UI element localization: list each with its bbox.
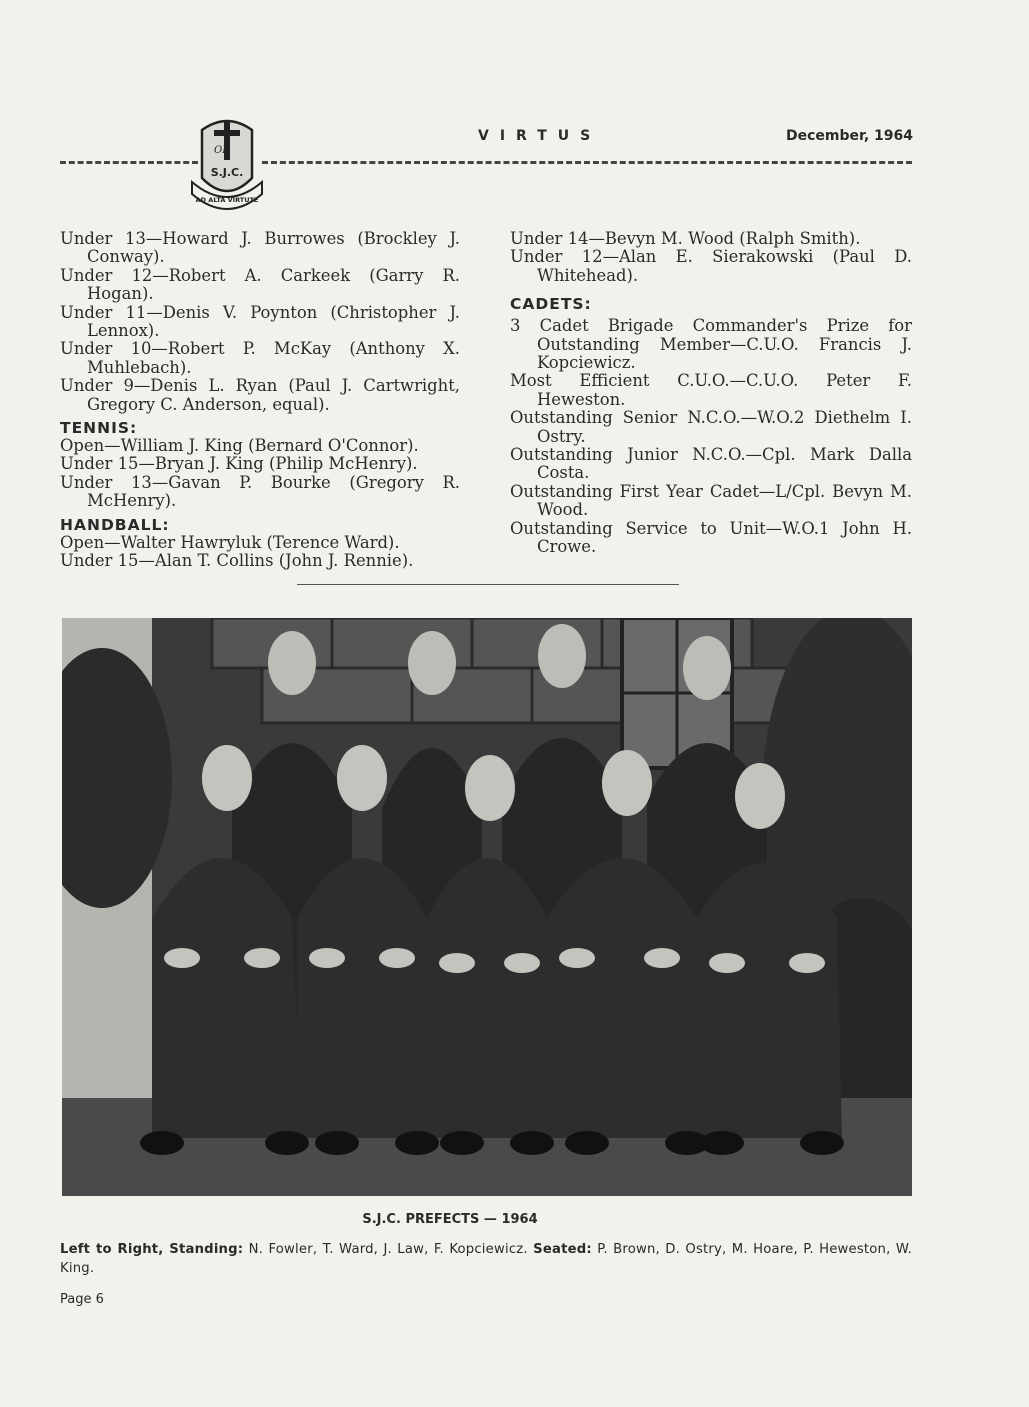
award-entry: Under 12—Alan E. Sierakowski (Paul D. Whitehead). bbox=[510, 247, 912, 285]
award-entry: Outstanding Service to Unit—W.O.1 John H. Crowe. bbox=[510, 518, 912, 557]
standing-label: Left to Right, Standing: bbox=[60, 1242, 244, 1257]
award-entry: Most Efficient C.U.O.—C.U.O. Peter F. Heweston. bbox=[510, 371, 912, 409]
award-entry: Under 11—Denis V. Poynton (Christopher J. Lennox). bbox=[60, 302, 460, 341]
header-rule-right bbox=[262, 161, 912, 168]
photo-title: S.J.C. PREFECTS — 1964 bbox=[362, 1212, 538, 1227]
seated-names: P. Brown, D. Ostry, M. Hoare, P. Heweston, W. King. bbox=[60, 1242, 912, 1276]
award-entry: Open—Walter Hawryluk (Terence Ward). bbox=[60, 532, 400, 552]
issue-date: December, 1964 bbox=[786, 128, 914, 144]
svg-text:S.J.C.: S.J.C. bbox=[210, 166, 244, 179]
award-entry: Under 13—Howard J. Burrowes (Brockley J. Conway). bbox=[60, 229, 460, 267]
prefects-group-photo bbox=[62, 618, 912, 1196]
award-entry: Under 13—Gavan P. Bourke (Gregory R. McHenry). bbox=[60, 472, 460, 511]
award-entry: 3 Cadet Brigade Commander's Prize for Outstanding Member—C.U.O. Francis J. Kopciewicz. bbox=[510, 316, 912, 373]
award-entry: Outstanding First Year Cadet—L/Cpl. Bevyn M. Wood. bbox=[510, 481, 912, 520]
standing-names: N. Fowler, T. Ward, J. Law, F. Kopciewicz. bbox=[248, 1242, 528, 1257]
section-divider bbox=[297, 584, 679, 585]
section-heading-handball: HANDBALL: bbox=[60, 515, 170, 534]
award-entry: Outstanding Junior N.C.O.—Cpl. Mark Dalla Costa. bbox=[510, 445, 912, 483]
section-heading-cadets: CADETS: bbox=[510, 295, 592, 314]
photo-caption bbox=[60, 1240, 912, 1278]
svg-text:OB: OB bbox=[214, 145, 230, 156]
page-number: Page 6 bbox=[60, 1292, 104, 1307]
award-entry: Under 9—Denis L. Ryan (Paul J. Cartwright, Gregory C. Anderson, equal). bbox=[60, 376, 460, 414]
award-entry: Outstanding Senior N.C.O.—W.O.2 Diethelm I. Ostry. bbox=[510, 408, 912, 446]
seated-label: Seated: bbox=[533, 1242, 592, 1257]
left-column bbox=[60, 230, 460, 571]
award-entry: Open—William J. King (Bernard O'Connor). bbox=[60, 436, 419, 456]
section-heading-tennis: TENNIS: bbox=[60, 419, 138, 438]
award-entry: Under 12—Robert A. Carkeek (Garry R. Hogan). bbox=[60, 265, 460, 304]
header-rule-left bbox=[60, 161, 198, 168]
award-entry: Under 14—Bevyn M. Wood (Ralph Smith). bbox=[510, 229, 861, 248]
svg-text:AD ALTA VIRTUTE: AD ALTA VIRTUTE bbox=[195, 196, 259, 204]
award-entry: Under 15—Alan T. Collins (John J. Rennie). bbox=[60, 551, 414, 571]
right-column bbox=[510, 230, 912, 557]
award-entry: Under 15—Bryan J. King (Philip McHenry). bbox=[60, 454, 418, 474]
publication-title: VIRTUS bbox=[478, 128, 602, 144]
school-crest-icon bbox=[190, 108, 264, 218]
award-entry: Under 10—Robert P. McKay (Anthony X. Muhlebach). bbox=[60, 339, 460, 377]
